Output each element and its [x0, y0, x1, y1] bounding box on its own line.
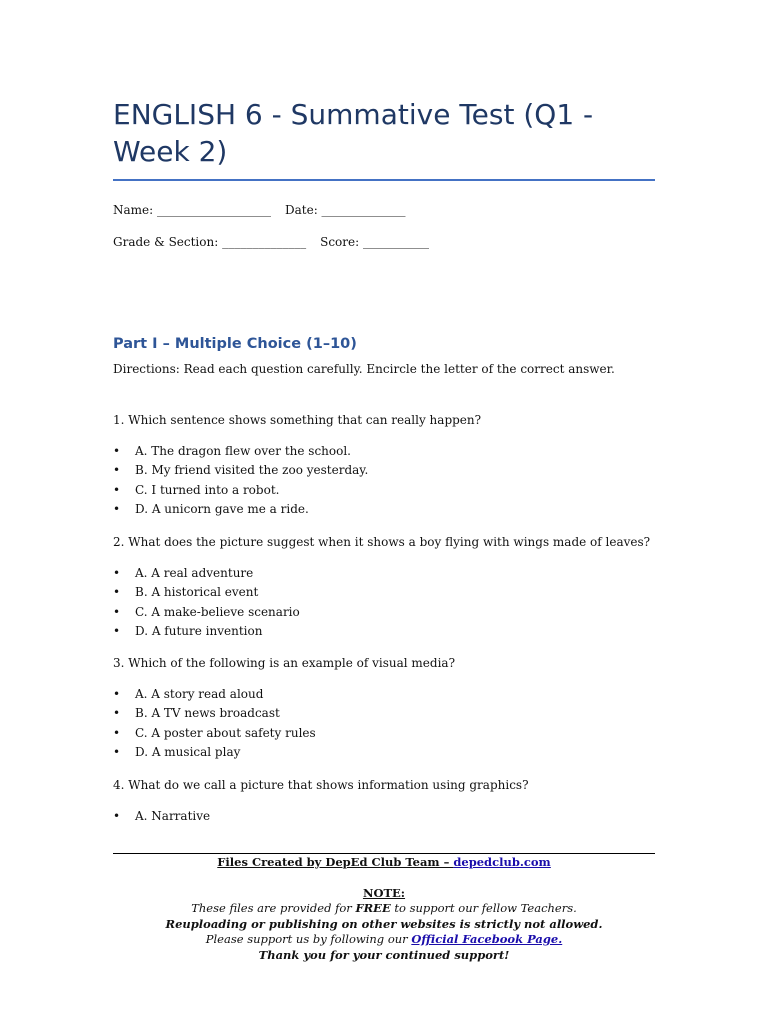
question-4: 4. What do we call a picture that shows information using graphics? [113, 778, 529, 792]
option-item: • C. I turned into a robot. [113, 481, 368, 500]
footer-credit: Files Created by DepEd Club Team – depedclub.com [217, 855, 551, 869]
bullet-icon: • [113, 501, 121, 516]
bullet-icon: • [113, 706, 121, 721]
footer-line-4: Thank you for your continued support! [258, 947, 510, 962]
question-2-options [113, 564, 300, 641]
option-item: • C. A poster about safety rules [113, 724, 316, 743]
bullet-icon: • [113, 463, 121, 478]
part-1-heading: Part I – Multiple Choice (1–10) [113, 336, 357, 352]
bullet-icon: • [113, 566, 121, 580]
bullet-icon: • [113, 604, 121, 619]
student-info-row-2 [113, 235, 429, 249]
name-field: Name: ___________________ [113, 203, 271, 217]
question-2: 2. What does the picture suggest when it shows a boy flying with wings made of leaves? [113, 535, 651, 549]
question-3-options [113, 685, 316, 762]
question-3: 3. Which of the following is an example of visual media? [113, 656, 455, 670]
option-item: • A. Narrative [113, 807, 210, 826]
option-item: • A. A real adventure [113, 564, 300, 583]
footer-line-2: Reuploading or publishing on other websites is strictly not allowed. [165, 916, 603, 931]
date-field: Date: ______________ [285, 203, 406, 217]
option-item: • C. A make-believe scenario [113, 603, 300, 622]
page-title: ENGLISH 6 - Summative Test (Q1 - Week 2) [113, 98, 594, 168]
option-item: • D. A unicorn gave me a ride. [113, 500, 368, 519]
option-item: • A. A story read aloud [113, 685, 316, 704]
bullet-icon: • [113, 623, 121, 638]
option-item: • B. A historical event [113, 583, 300, 602]
option-item: • D. A future invention [113, 622, 300, 641]
grade-section-field: Grade & Section: ______________ [113, 235, 307, 249]
footer-line-3: Please support us by following our Official Facebook Page. [205, 932, 563, 946]
bullet-icon: • [113, 744, 121, 759]
bullet-icon: • [113, 687, 121, 701]
question-1-options [113, 442, 368, 519]
option-item: • D. A musical play [113, 743, 316, 762]
student-info-row-1 [113, 203, 406, 217]
bullet-icon: • [113, 444, 121, 458]
question-4-options [113, 807, 210, 826]
option-item: • B. A TV news broadcast [113, 704, 316, 723]
option-item: • B. My friend visited the zoo yesterday. [113, 461, 368, 480]
facebook-page-link[interactable]: Official Facebook Page. [411, 932, 563, 946]
title-divider [113, 179, 655, 181]
footer-divider [113, 853, 655, 854]
note-label: NOTE: [362, 885, 406, 900]
option-item: • A. The dragon flew over the school. [113, 442, 368, 461]
footer-line-1: These files are provided for FREE to support our fellow Teachers. [191, 901, 577, 915]
bullet-icon: • [113, 482, 121, 497]
score-field: Score: ___________ [320, 235, 429, 249]
bullet-icon: • [113, 809, 121, 823]
directions: Directions: Read each question carefully. Encircle the letter of the correct answer. [113, 362, 615, 376]
footer [113, 855, 655, 963]
question-1: 1. Which sentence shows something that can really happen? [113, 413, 482, 427]
bullet-icon: • [113, 725, 121, 740]
depedclub-link[interactable]: depedclub.com [453, 855, 551, 869]
bullet-icon: • [113, 585, 121, 600]
